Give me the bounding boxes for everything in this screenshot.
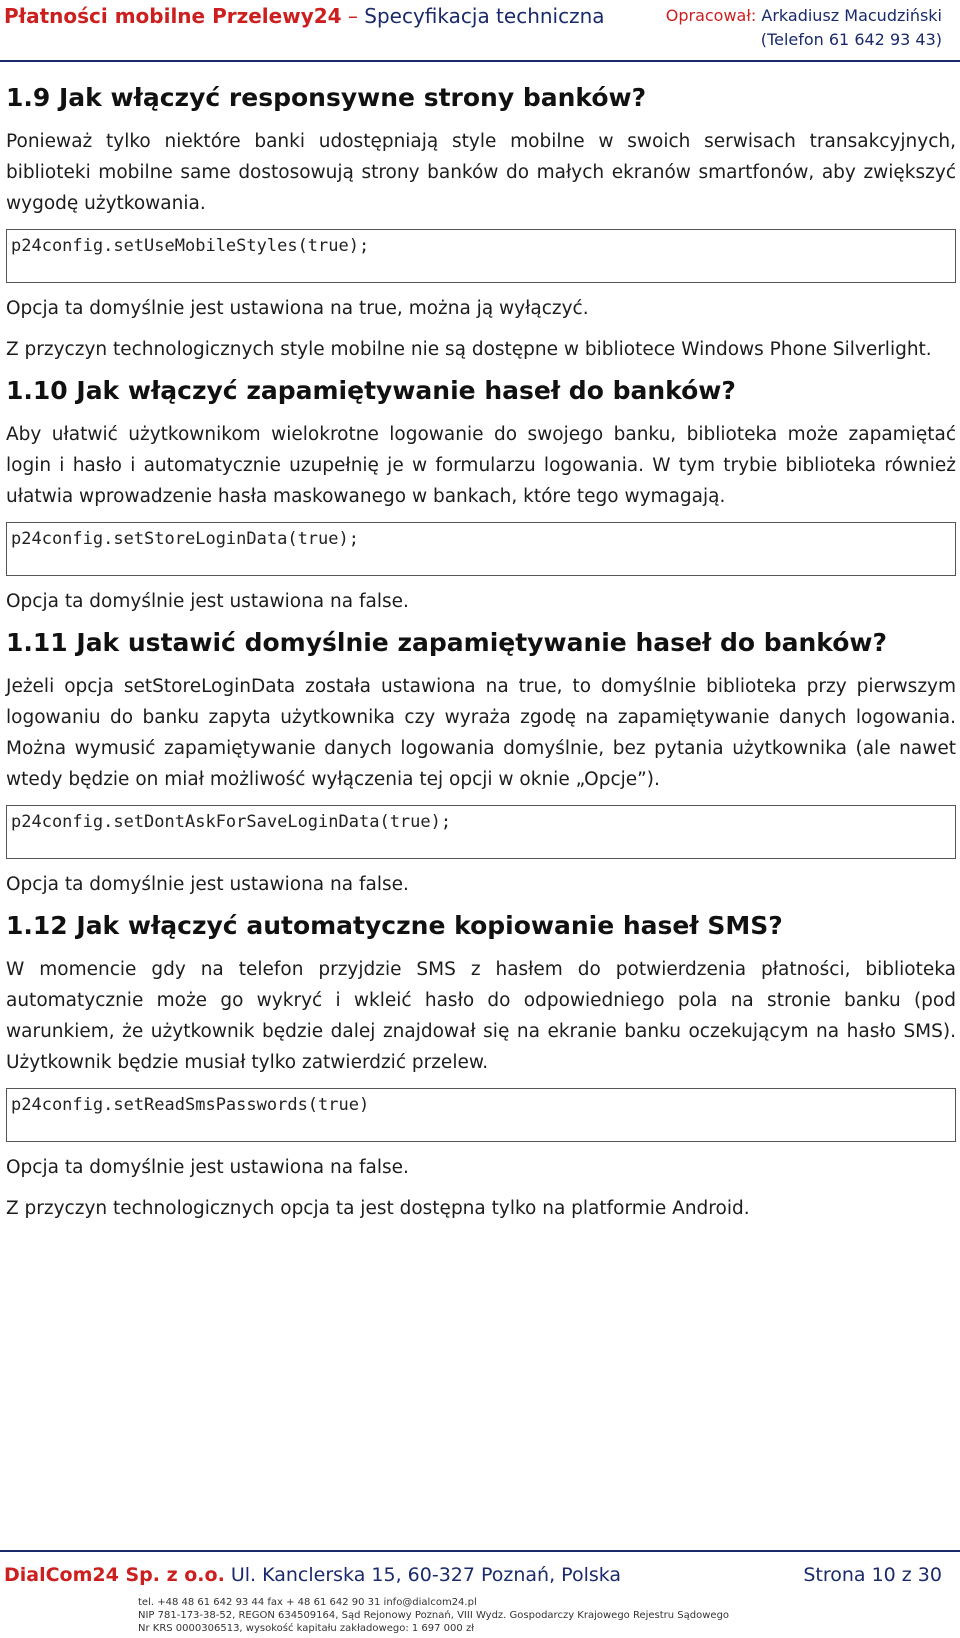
document-body xyxy=(6,76,956,1234)
page-header xyxy=(0,0,960,62)
paragraph: Aby ułatwić użytkownikom wielokrotne logowanie do swojego banku, biblioteka może zapamiętać login i hasło i automatycznie uzupełnię je w formularzu logowania. W tym trybie biblioteka również ułatwia wprowadzenie hasła maskowanego w bankach, które tego wymagają. xyxy=(6,424,956,507)
section-1-9 xyxy=(6,82,956,365)
contact-line: tel. +48 48 61 642 93 44 fax + 48 61 642 90 31 info@dialcom24.pl xyxy=(138,1597,477,1608)
paragraph: Z przyczyn technologicznych style mobilne nie są dostępne w bibliotece Windows Phone Silverlight. xyxy=(6,339,932,360)
section-heading: 1.10 Jak włączyć zapamiętywanie haseł do banków? xyxy=(6,376,736,405)
paragraph: Opcja ta domyślnie jest ustawiona na false. xyxy=(6,1157,409,1178)
section-heading: 1.12 Jak włączyć automatyczne kopiowanie haseł SMS? xyxy=(6,911,783,940)
krs-line: Nr KRS 0000306513, wysokość kapitału zakładowego: 1 697 000 zł xyxy=(138,1623,475,1634)
code-block: p24config.setStoreLoginData(true); xyxy=(6,522,956,576)
section-heading: 1.11 Jak ustawić domyślnie zapamiętywanie haseł do banków? xyxy=(6,628,888,657)
company-line xyxy=(4,1562,621,1588)
title-separator: – xyxy=(341,4,365,28)
paragraph: Jeżeli opcja setStoreLoginData została ustawiona na true, to domyślnie biblioteka przy pierwszym logowaniu do banku zapyta użytkownika czy wyraża zgodę na zapamiętywanie danych logowania. Można wymusić zapamiętywanie danych logowania domyślnie, bez pytania użytkownika (ale nawet wtedy będzie on miał możliwość wyłączenia tej opcji w oknie „Opcje”). xyxy=(6,676,956,790)
company-details xyxy=(138,1596,729,1635)
product-name: Płatności mobilne Przelewy24 xyxy=(4,4,342,28)
section-heading: 1.9 Jak włączyć responsywne strony banków? xyxy=(6,83,647,112)
code-block: p24config.setUseMobileStyles(true); xyxy=(6,229,956,283)
registration-line: NIP 781-173-38-52, REGON 634509164, Sąd Rejonowy Poznań, VIII Wydz. Gospodarczy Krajowego Rejestru Sądowego xyxy=(138,1610,730,1621)
document-title xyxy=(4,4,605,28)
document-subtitle: Specyfikacja techniczna xyxy=(364,4,605,28)
footer-divider xyxy=(0,1550,960,1552)
paragraph: Ponieważ tylko niektóre banki udostępniają style mobilne w swoich serwisach transakcyjnych, biblioteki mobilne same dostosowują strony banków do małych ekranów smartfonów, aby zwiększyć wygodę użytkowania. xyxy=(6,131,956,214)
paragraph: W momencie gdy na telefon przyjdzie SMS z hasłem do potwierdzenia płatności, biblioteka automatycznie może go wykryć i wkleić hasło do odpowiedniego pola na stronie banku (pod warunkiem, że użytkownik będzie dalej znajdował się na ekranie banku oczekującym na hasło SMS). Użytkownik będzie musiał tylko zatwierdzić przelew. xyxy=(6,959,956,1073)
company-name: DialCom24 Sp. z o.o. xyxy=(4,1564,225,1586)
author-phone: (Telefon 61 642 93 43) xyxy=(760,30,942,49)
author-name: Arkadiusz Macudziński xyxy=(761,6,942,25)
author-label: Opracował: xyxy=(665,6,762,25)
paragraph: Z przyczyn technologicznych opcja ta jest dostępna tylko na platformie Android. xyxy=(6,1198,750,1219)
section-1-11 xyxy=(6,627,956,900)
section-1-10 xyxy=(6,375,956,617)
header-divider xyxy=(0,60,960,62)
page-number: Strona 10 z 30 xyxy=(803,1564,942,1586)
paragraph: Opcja ta domyślnie jest ustawiona na false. xyxy=(6,874,409,895)
section-1-12 xyxy=(6,910,956,1224)
code-block: p24config.setDontAskForSaveLoginData(true); xyxy=(6,805,956,859)
company-address: Ul. Kanclerska 15, 60-327 Poznań, Polska xyxy=(224,1564,622,1586)
paragraph: Opcja ta domyślnie jest ustawiona na true, można ją wyłączyć. xyxy=(6,298,589,319)
page-footer xyxy=(0,1550,960,1638)
code-block: p24config.setReadSmsPasswords(true) xyxy=(6,1088,956,1142)
author-block xyxy=(666,4,942,52)
paragraph: Opcja ta domyślnie jest ustawiona na false. xyxy=(6,591,409,612)
